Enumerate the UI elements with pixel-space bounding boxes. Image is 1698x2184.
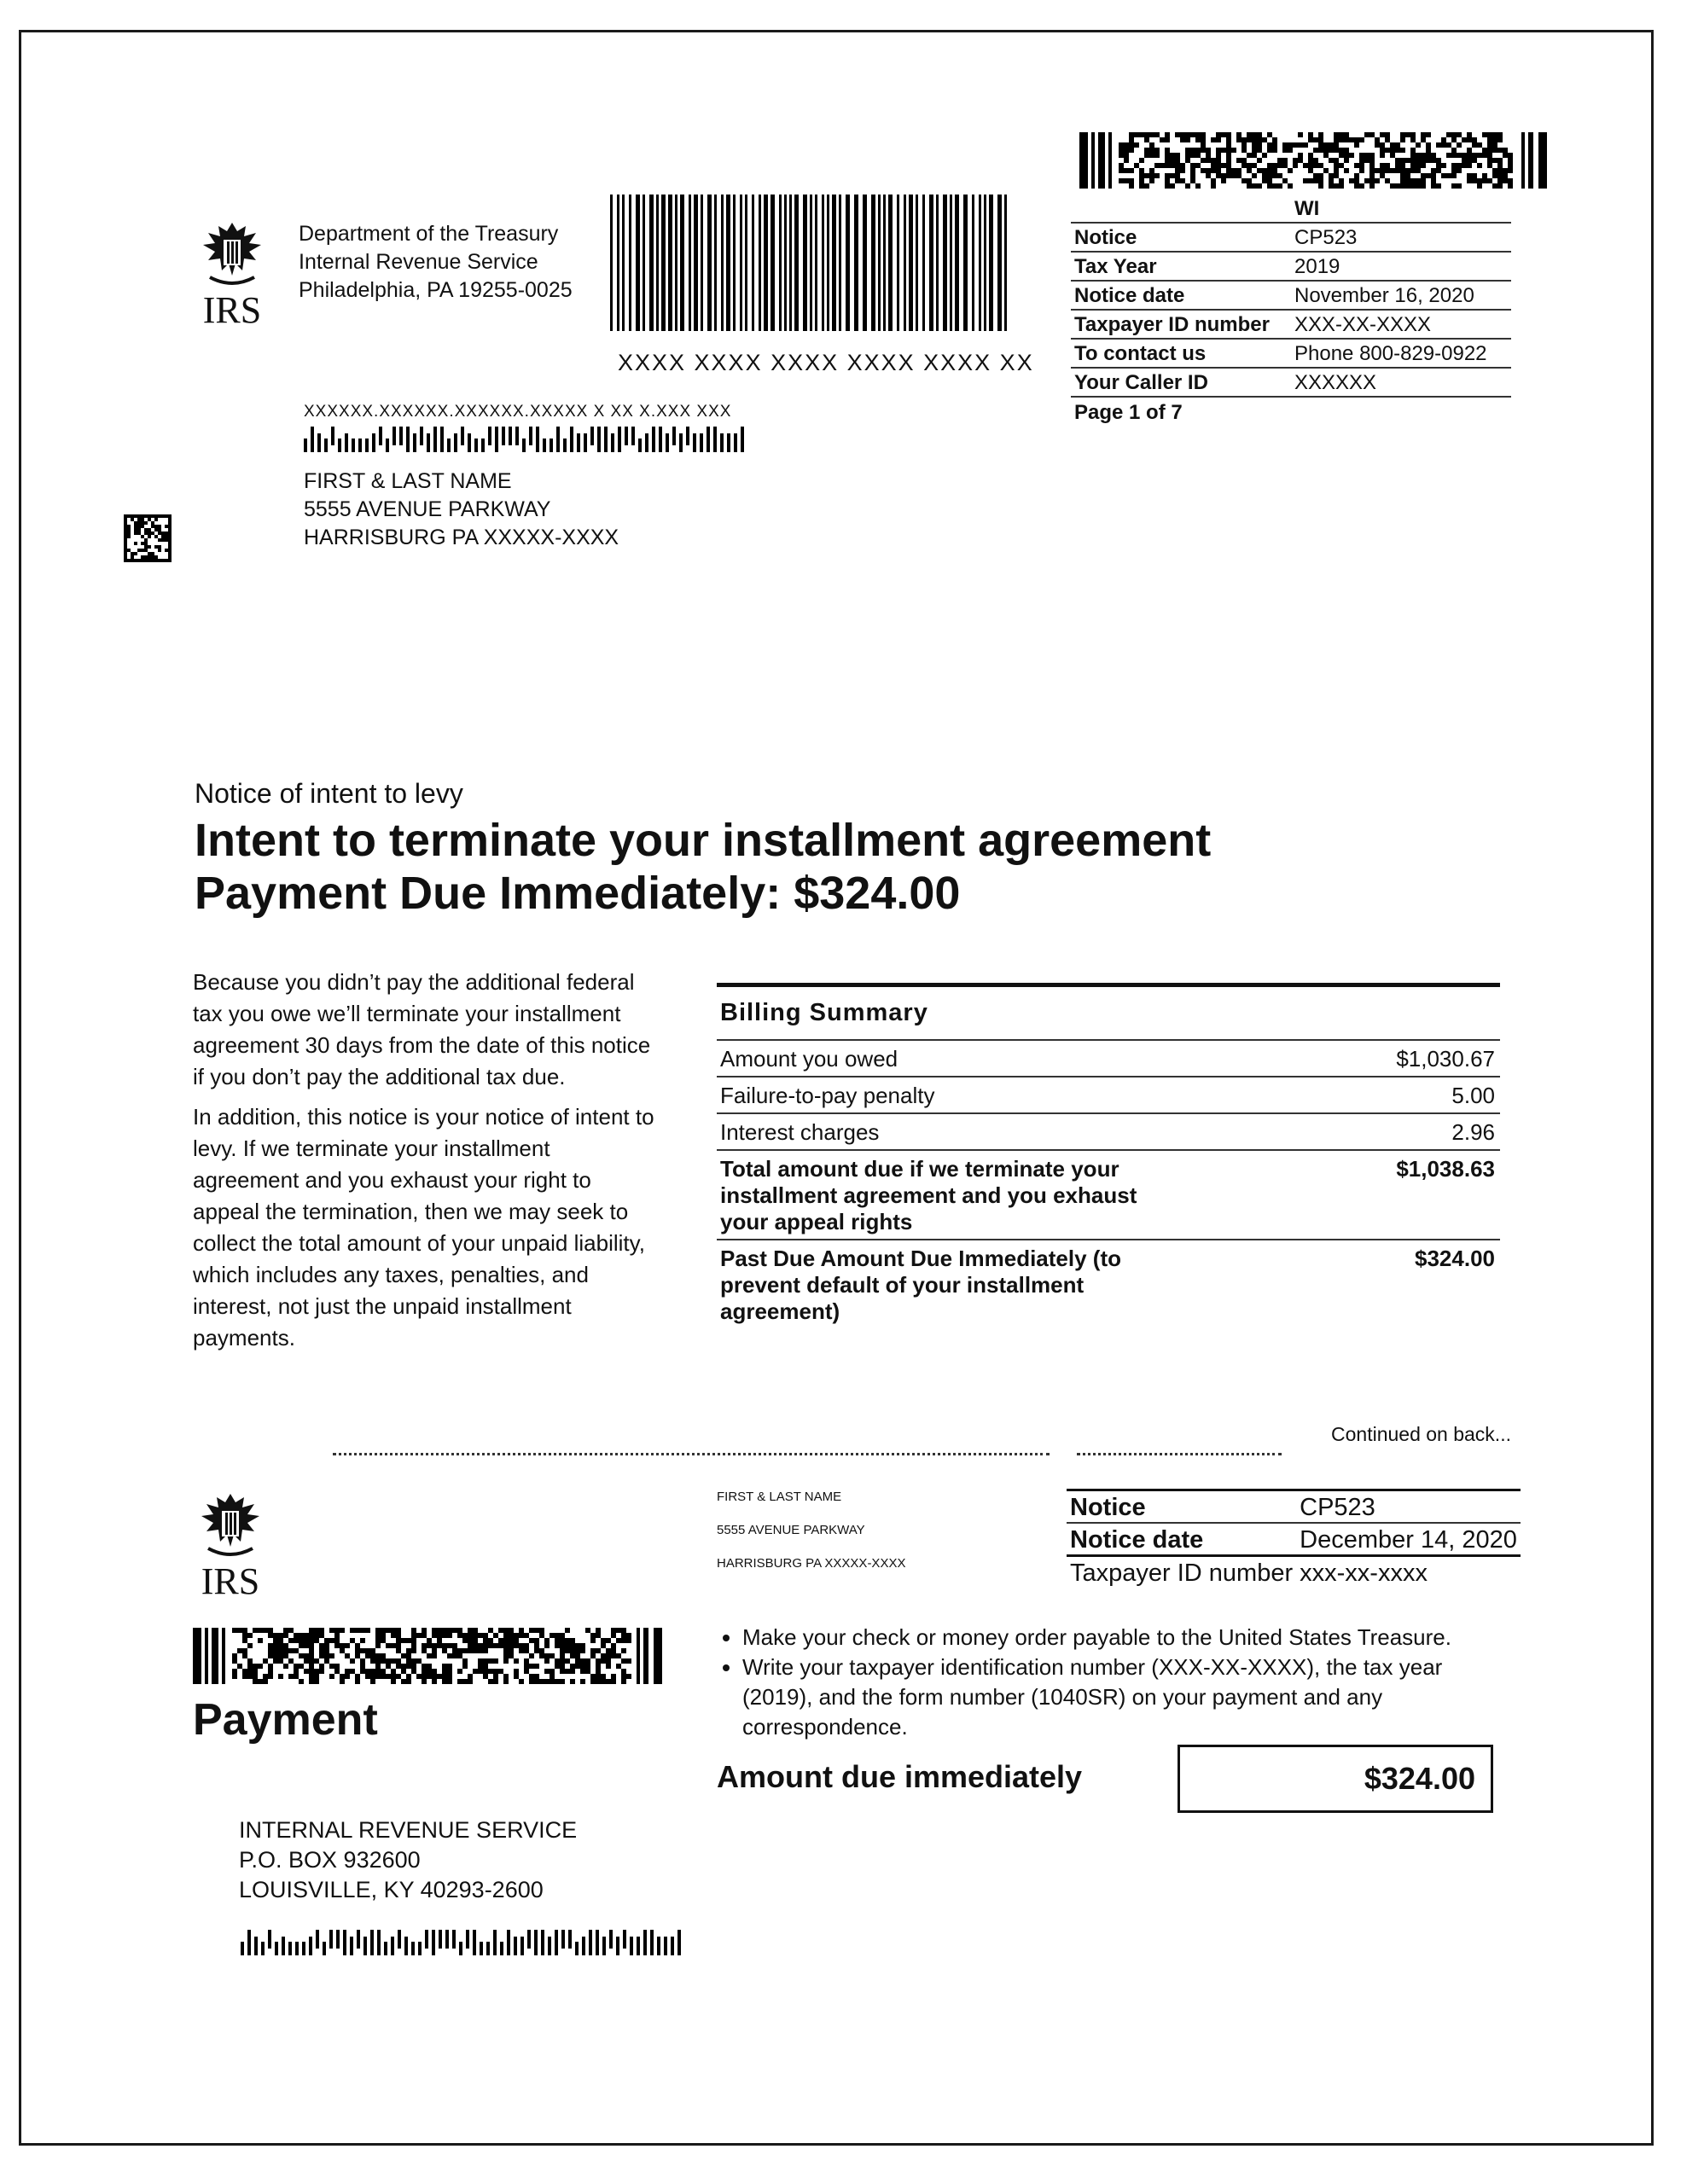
billing-row: Failure-to-pay penalty 5.00 <box>717 1077 1500 1114</box>
billing-row-total: Total amount due if we terminate your installment agreement and you exhaust your appeal rights $1,038.63 <box>717 1151 1500 1240</box>
amount-due-box <box>1178 1745 1493 1813</box>
irs-logo-text: IRS <box>202 289 262 331</box>
continued-note: Continued on back... <box>1331 1423 1511 1445</box>
meta-header-value: WI <box>1291 195 1511 223</box>
meta-row: To contact us Phone 800-829-0922 <box>1071 339 1511 368</box>
sender-line: Department of the Treasury <box>299 222 559 246</box>
voucher-info-table <box>1067 1489 1521 1588</box>
postal-barcode <box>304 427 747 452</box>
irs-logo <box>188 1489 273 1600</box>
barcode-number: XXXX XXXX XXXX XXXX XXXX XX <box>618 350 1034 375</box>
meta-row: Your Caller ID XXXXXX <box>1071 368 1511 397</box>
barcode-2d <box>193 1628 662 1684</box>
notice-subtitle: Notice of intent to levy <box>195 778 463 809</box>
recipient-code-line: XXXXXX.XXXXXX.XXXXXX.XXXXX X XX X.XXX XXX <box>304 403 732 421</box>
sender-line: Philadelphia, PA 19255-0025 <box>299 278 573 302</box>
meta-row: Notice date November 16, 2020 <box>1071 281 1511 310</box>
tear-line <box>1077 1453 1282 1455</box>
irs-logo-text: IRS <box>201 1560 260 1602</box>
body-paragraph: Because you didn’t pay the additional federal tax you owe we’ll terminate your installment agreement 30 days from the date of this notice if you don’t pay the additional tax due. <box>193 969 651 1089</box>
amount-due-value: $324.00 <box>1364 1761 1475 1796</box>
meta-row: Notice CP523 <box>1071 223 1511 252</box>
payment-due-heading: Payment Due Immediately: $324.00 <box>195 868 961 919</box>
meta-row: Taxpayer ID number XXX-XX-XXXX <box>1071 310 1511 339</box>
billing-row: Amount you owed $1,030.67 <box>717 1041 1500 1077</box>
tear-line <box>333 1453 1050 1455</box>
billing-row-past-due: Past Due Amount Due Immediately (to prevent default of your installment agreement) $324.00 <box>720 1246 1495 1324</box>
voucher-row: Taxpayer ID number xxx-xx-xxxx <box>1070 1560 1428 1587</box>
irs-logo <box>189 218 275 329</box>
notice-info-table <box>1071 195 1511 428</box>
page-number: Page 1 of 7 <box>1074 401 1183 424</box>
sender-line: Internal Revenue Service <box>299 250 538 274</box>
body-paragraph: In addition, this notice is your notice of intent to levy. If we terminate your installment agreement and you exhaust your right to appeal the termination, then we may seek to collect the total amount of your unpaid liability, which includes any taxes, penalties, and interest, not just the unpaid installment payments. <box>193 1104 654 1350</box>
eagle-icon <box>193 218 271 288</box>
voucher-recipient-address: FIRST & LAST NAME 5555 AVENUE PARKWAY HARRISBURG PA XXXXX-XXXX <box>717 1490 906 1571</box>
instruction-item: • Make your check or money order payable to the United States Treasure. <box>742 1623 1481 1653</box>
billing-summary <box>717 983 1500 1328</box>
irs-mailing-address: INTERNAL REVENUE SERVICE P.O. BOX 932600 LOUISVILLE, KY 40293-2600 <box>239 1817 578 1902</box>
barcode <box>610 195 1011 331</box>
postal-barcode <box>241 1930 684 1955</box>
barcode-2d <box>1079 132 1547 189</box>
voucher-row: Notice CP523 <box>1067 1490 1521 1524</box>
meta-row: Tax Year 2019 <box>1071 252 1511 281</box>
sender-address <box>299 220 573 305</box>
notice-title: Intent to terminate your installment agreement <box>195 815 1212 866</box>
qr-code <box>124 514 172 562</box>
amount-due-label: Amount due immediately <box>717 1759 1083 1794</box>
voucher-row: Notice date December 14, 2020 <box>1067 1523 1521 1556</box>
payment-instructions <box>713 1623 1481 1742</box>
payment-title: Payment <box>193 1695 378 1745</box>
recipient-address: FIRST & LAST NAME 5555 AVENUE PARKWAY HARRISBURG PA XXXXX-XXXX <box>304 469 619 549</box>
billing-row: Interest charges 2.96 <box>717 1114 1500 1151</box>
billing-summary-title: Billing Summary <box>717 987 1500 1041</box>
eagle-icon <box>191 1489 270 1559</box>
notice-body <box>193 967 658 1362</box>
instruction-item: • Write your taxpayer identification number (XXX-XX-XXXX), the tax year (2019), and the form number (1040SR) on your payment and any correspondence. <box>742 1653 1481 1742</box>
